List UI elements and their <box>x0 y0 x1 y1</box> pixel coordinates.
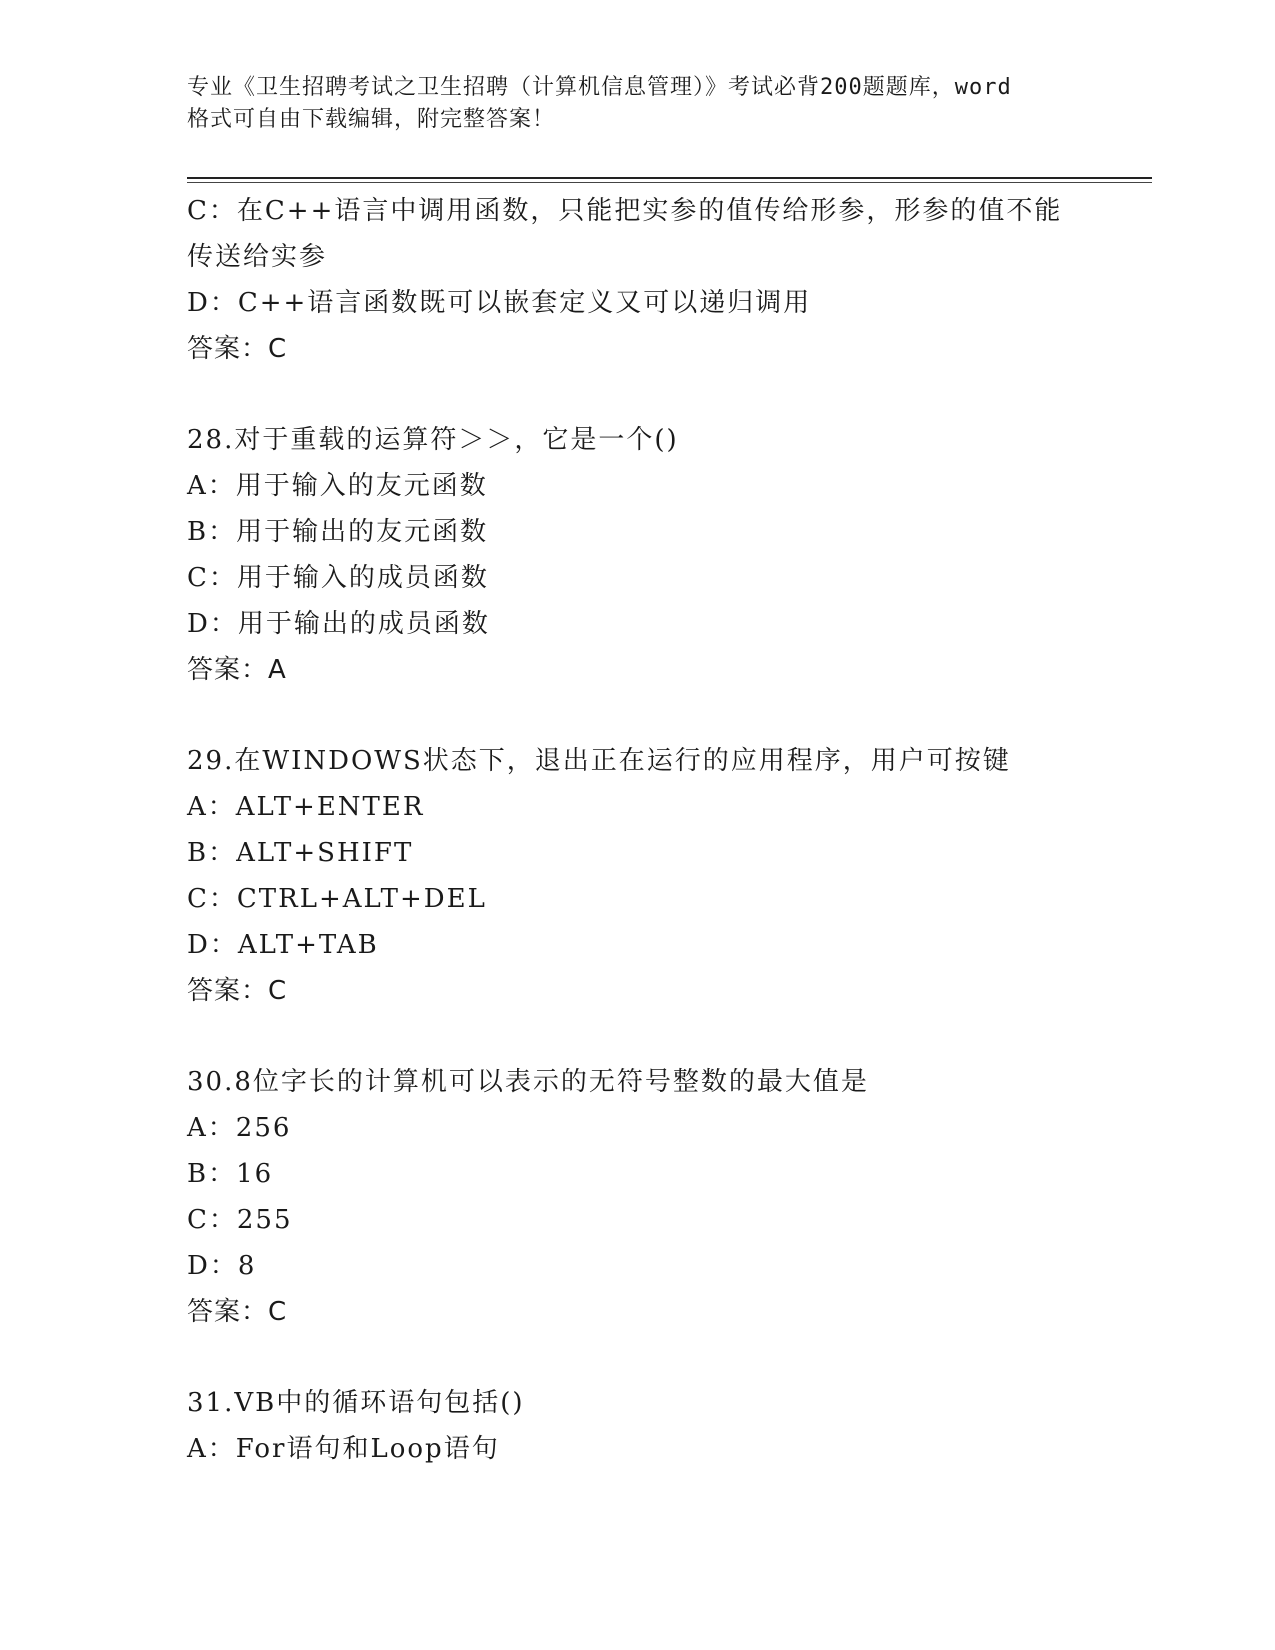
option-a: A：256 <box>187 1113 292 1143</box>
question-content <box>187 188 1087 1472</box>
option-b: B：ALT+SHIFT <box>187 838 414 868</box>
answer: 答案：C <box>187 334 288 364</box>
option-c: C：255 <box>187 1205 293 1235</box>
option-c: C：用于输入的成员函数 <box>187 563 489 593</box>
question-stem: 29.在WINDOWS状态下，退出正在运行的应用程序，用户可按键 <box>187 746 1011 776</box>
document-header <box>187 72 1087 136</box>
option-c: C：在C++语言中调用函数，只能把实参的值传给形参，形参的值不能 <box>187 196 1063 226</box>
question-31 <box>187 1380 1087 1472</box>
option-a: A：用于输入的友元函数 <box>187 471 488 501</box>
option-d: D：用于输出的成员函数 <box>187 609 490 639</box>
option-a: A：For语句和Loop语句 <box>187 1434 500 1464</box>
option-d: D：C++语言函数既可以嵌套定义又可以递归调用 <box>187 288 812 318</box>
answer: 答案：C <box>187 1297 288 1327</box>
header-line-1: 专业《卫生招聘考试之卫生招聘（计算机信息管理）》考试必背200题题库，word <box>187 75 1012 100</box>
option-c-continued: 传送给实参 <box>187 242 328 272</box>
header-divider-thin <box>187 182 1152 183</box>
question-29 <box>187 738 1087 1014</box>
question-27-tail <box>187 188 1087 372</box>
option-b: B：用于输出的友元函数 <box>187 517 489 547</box>
option-d: D：ALT+TAB <box>187 930 379 960</box>
option-b: B：16 <box>187 1159 274 1189</box>
option-a: A：ALT+ENTER <box>187 792 425 822</box>
question-stem: 30.8位字长的计算机可以表示的无符号整数的最大值是 <box>187 1067 869 1097</box>
question-stem: 31.VB中的循环语句包括() <box>187 1388 525 1418</box>
option-c: C：CTRL+ALT+DEL <box>187 884 487 914</box>
question-30 <box>187 1059 1087 1335</box>
answer: 答案：C <box>187 976 288 1006</box>
answer: 答案：A <box>187 655 287 685</box>
header-line-2: 格式可自由下载编辑，附完整答案！ <box>187 107 556 132</box>
question-stem: 28.对于重载的运算符＞＞，它是一个() <box>187 425 679 455</box>
header-divider-thick <box>187 177 1152 179</box>
option-d: D：8 <box>187 1251 257 1281</box>
question-28 <box>187 417 1087 693</box>
